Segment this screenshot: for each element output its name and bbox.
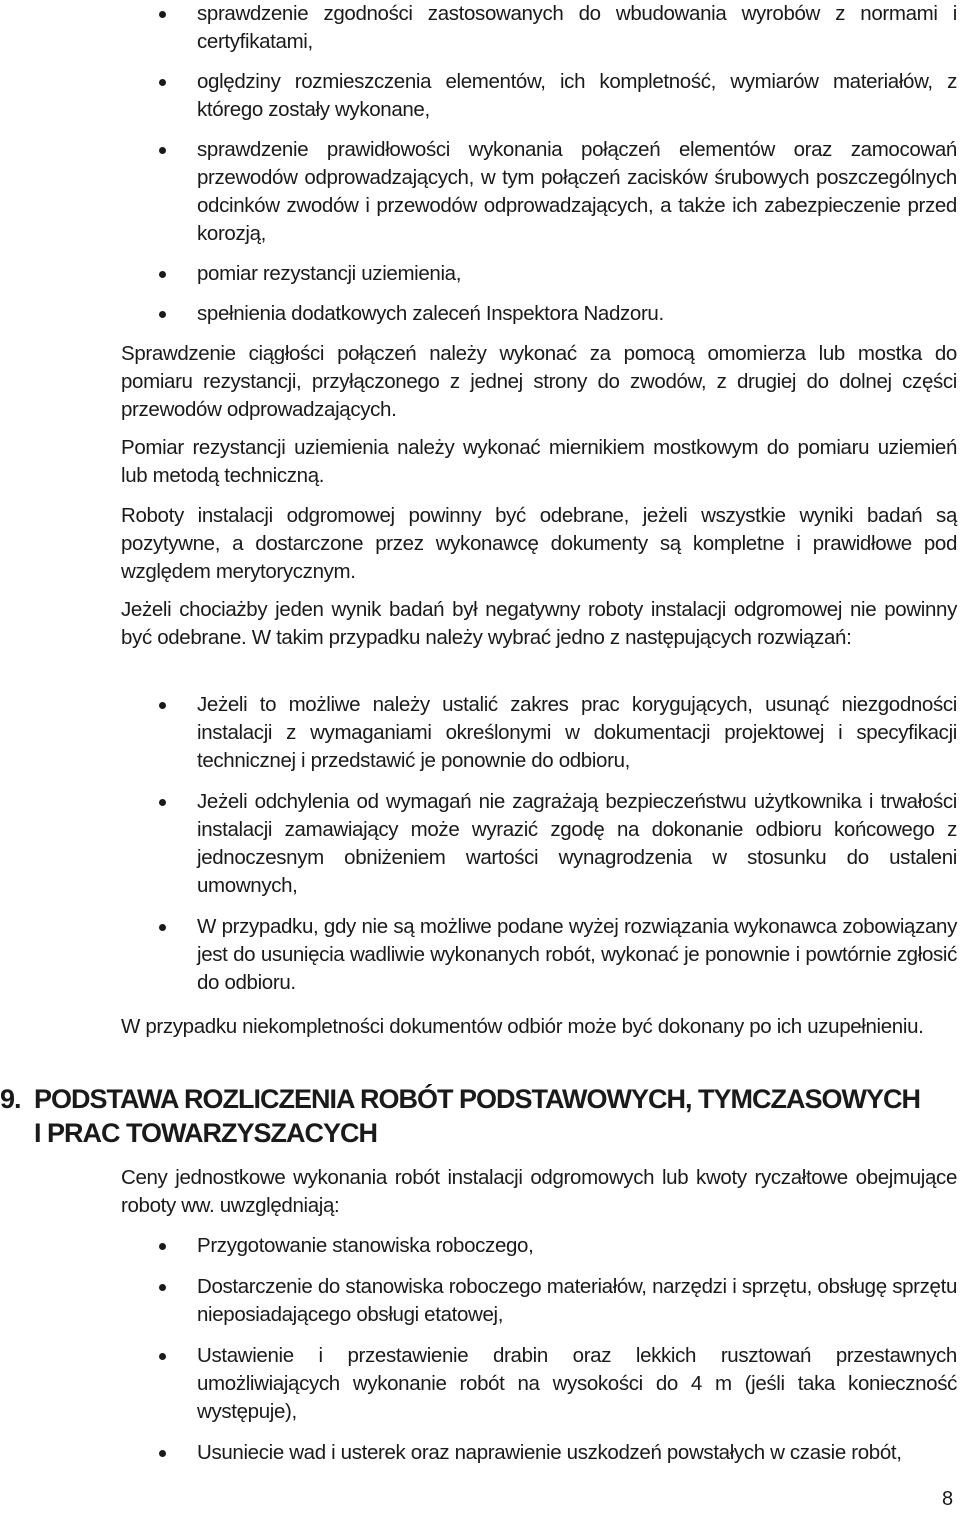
page-number: 8 [942,1488,954,1510]
negative-result-paragraph: Jeżeli chociażby jeden wynik badań był negatywny roboty instalacji odgromowej nie powinny być odebrane. W takim przypadku należy wybrać jedno z następujących rozwiązań: [121,598,957,649]
section-intro-paragraph: Ceny jednostkowe wykonania robót instalacji odgromowych lub kwoty ryczałtowe obejmujące roboty ww. uwzględniają: [121,1166,957,1217]
list-item: Ustawienie i przestawienie drabin oraz lekkich rusztowań przestawnych umożliwiających wykonanie robót na wysokości do 4 m (jeśli taka konieczność występuje), [197,1342,957,1426]
list-item: Usuniecie wad i usterek oraz naprawienie uszkodzeń powstałych w czasie robót, [197,1439,957,1467]
list-item: pomiar rezystancji uziemienia, [197,260,957,288]
grounding-paragraph: Pomiar rezystancji uziemienia należy wykonać miernikiem mostkowym do pomiaru uziemień lub metodą techniczną. [121,436,957,487]
section-title-line-2: I PRAC TOWARZYSZACYCH [34,1118,378,1148]
continuity-paragraph: Sprawdzenie ciągłości połączeń należy wykonać za pomocą omomierza lub mostka do pomiaru rezystancji, przyłączonego z jednej strony do zwodów, z drugiej do dolnej części przewodów odprowadzających. [121,342,957,421]
section-number: 9. [0,1084,21,1114]
list-item: sprawdzenie prawidłowości wykonania połączeń elementów oraz zamocowań przewodów odprowadzających, w tym połączeń zacisków śrubowych poszczególnych odcinków zwodów i przewodów odprowadzających, a także ich zabezpieczenie przed korozją, [197,136,957,248]
inspection-checklist [197,0,957,340]
section-title-line-1: PODSTAWA ROZLICZENIA ROBÓT PODSTAWOWYCH, TYMCZASOWYCH [34,1084,920,1114]
list-item: Przygotowanie stanowiska roboczego, [197,1232,957,1260]
list-item: W przypadku, gdy nie są możliwe podane wyżej rozwiązania wykonawca zobowiązany jest do usunięcia wadliwie wykonanych robót, wykonać je ponownie i powtórnie zgłosić do odbioru. [197,913,957,997]
cost-components-list [197,1232,957,1480]
list-item: Jeżeli to możliwe należy ustalić zakres prac korygujących, usunąć niezgodności instalacji z wymaganiami określonymi w dokumentacji projektowej i specyfikacji technicznej i przedstawić je ponownie do odbioru, [197,691,957,775]
list-item: Jeżeli odchylenia od wymagań nie zagrażają bezpieczeństwu użytkownika i trwałości instalacji zamawiający może wyrazić zgodę na dokonanie odbioru końcowego z jednoczesnym obniżeniem wartości wynagrodzenia w stosunku do ustaleni umownych, [197,788,957,900]
list-item: Dostarczenie do stanowiska roboczego materiałów, narzędzi i sprzętu, obsługę sprzętu nieposiadającego obsługi etatowej, [197,1273,957,1329]
resolution-options-list [197,691,957,1010]
list-item: spełnienia dodatkowych zaleceń Inspektora Nadzoru. [197,300,957,328]
list-item: oględziny rozmieszczenia elementów, ich kompletność, wymiarów materiałów, z którego zostały wykonane, [197,68,957,124]
acceptance-paragraph: Roboty instalacji odgromowej powinny być odebrane, jeżeli wszystkie wyniki badań są pozytywne, a dostarczone przez wykonawcę dokumenty są kompletne i prawidłowe pod względem merytorycznym. [121,504,957,583]
list-item: sprawdzenie zgodności zastosowanych do wbudowania wyrobów z normami i certyfikatami, [197,0,957,56]
incomplete-docs-paragraph: W przypadku niekompletności dokumentów odbiór może być dokonany po ich uzupełnieniu. [121,1015,924,1038]
